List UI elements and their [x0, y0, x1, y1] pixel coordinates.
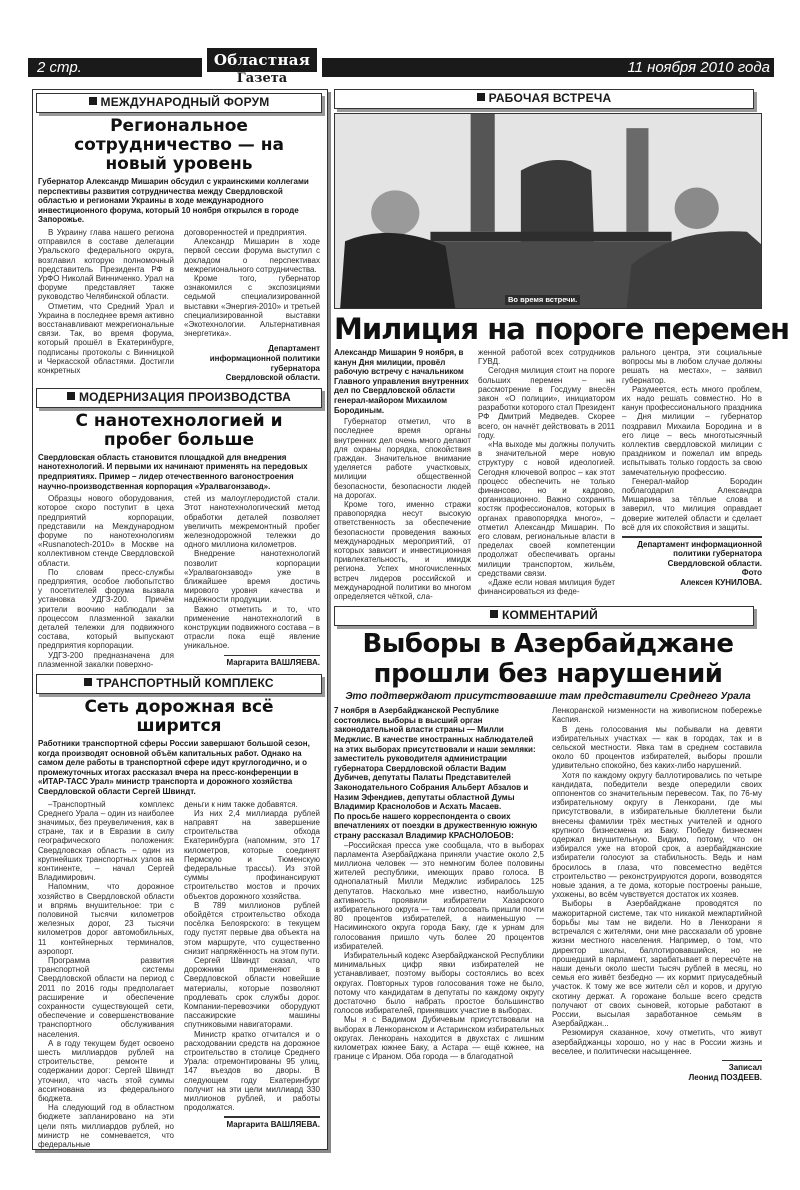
rubric-label: РАБОЧАЯ ВСТРЕЧА — [488, 91, 612, 105]
lead-paragraph: По просьбе нашего корреспондента о своих впечатлениях от поездки в дружественную южную страну рассказал Владимир КРАСНОЛОБОВ: — [334, 811, 538, 840]
paragraph: А в году текущем будет освоено шесть миллиардов рублей на строительстве, ремонте и содержании дорог: Сергей Швиндт уточнил, что часть этой суммы ассигнована из федерального бюджета. — [38, 1038, 174, 1104]
paragraph: Резюмируя сказанное, хочу отметить, что живут азербайджанцы хорошо, но у нас в России жизнь и веселее, и политически насыщеннее. — [552, 1028, 762, 1056]
paragraph: Из них 2,4 миллиарда рублей направят на завершение строительства обхода Екатеринбурга (напомним, это 17 километров, которые соединят Пермскую и Тюменскую федеральные трассы). Из этой суммы профинансируют строительство мостов и прочих объектов дорожного хозяйства. — [184, 808, 320, 901]
signature-line: информационной политики — [209, 354, 320, 363]
right-column — [334, 89, 790, 1149]
rubric-modernization — [36, 388, 322, 408]
paragraph: деньги к ним также добавятся. — [184, 799, 298, 809]
paragraph: В Украину глава нашего региона отправился в составе делегации Уральского федерального округа, возглавил которую полномочный представитель Президента РФ в УрФО Николай Винниченко. Урал на форуме представляет также руководство Челябинской области. — [38, 227, 174, 302]
militia-columns — [334, 348, 762, 601]
transport-title: Сеть дорожная всё ширится — [84, 697, 274, 737]
paragraph: Александр Мишарин в ходе первой сессии форума выступил с докладом о перспективах межрегионального сотрудничества. — [184, 237, 320, 274]
paragraph: женной работой всех сотрудников ГУВД. — [478, 348, 615, 367]
paragraph: Избирательный кодекс Азербайджанской Республики минимальных цифр явки избирателей не устанавливает, поэтому выборы состоялись во всех округах. Повторных туров голосования тоже не было, потому что кандидатам в депутаты по каждому округу достаточно было набрать простое большинство голосов избирателей, принявших участие в выборах. — [334, 950, 544, 1016]
election-title — [334, 629, 762, 689]
paragraph: Разумеется, есть много проблем, их надо решать совместно. Но в канун профессионального праздника – Дня милиции – губернатор поздравил Михаила Бородина и в его лице – весь многотысячный коллектив свердловской милиции с праздником и пожелал им впредь испытывать только гордость за свою замечательную профессию. — [622, 384, 762, 477]
signature-rule — [224, 1116, 320, 1118]
newspaper-logo — [207, 48, 317, 86]
signature-line: губернатора — [270, 363, 320, 373]
paragraph: Отметим, что Средний Урал и Украина в последнее время активно восстанавливают межрегиональные связи. Так, во время форума, который прошёл в Екатеринбурге, подписаны протоколы с Винницкой и Черкасской областями. Достигли конкретных — [38, 301, 174, 376]
signature-line: Алексея КУНИЛОВА. — [680, 577, 762, 587]
forum-col-2 — [184, 228, 320, 383]
election-col-1 — [334, 706, 544, 1082]
nano-columns — [38, 494, 320, 669]
transport-lead: Работники транспортной сферы России завершают большой сезон, когда производят основной объём капитальных работ. Однако на самом деле работы в транспортной сфере идут круглогодично, и о промежуточных итогах рассказал вчера на пресс-конференции в «ИТАР-ТАСС Урал» министр транспорта и дорожного хозяйства Свердловской области Сергей Швиндт. — [38, 739, 310, 796]
signature-line: Департамент информационной — [637, 539, 762, 549]
election-columns — [334, 706, 762, 1082]
lead-paragraph: 7 ноября в Азербайджанской Республике состоялись выборы в высший орган законодательной власти страны — Милли Меджлис. В качестве иностранных наблюдателей на этих выборах присутствовали и наши земляки: заместитель руководителя администрации губернатора Свердловской области Вадим Дубичев, депутаты Палаты Представителей Законодательного Собрания Альберт Абзалов и Назим Эфендиев, депутаты областной Думы Владимир Краснолобов и Асхать Масаев. — [334, 706, 536, 812]
paragraph: Мы я с Вадимом Дубичевым присутствовали на выборах в Ленкоранском и Астаринском избирательных округах. Ленкорань находится в двухстах с лишним километрах южнее Баку, а Астара — ещё южнее, на границе с Ираном. Оба города — в благодатной — [334, 1015, 544, 1062]
paragraph: Губернатор отметил, что в последнее время органы внутренних дел очень много делают для охраны порядка, спокойствия граждан. Значительное внимание уделяется работе участковых, милиции общественной безопасности, безопасности людей на дорогах. — [334, 417, 471, 500]
photo-illustration — [335, 114, 762, 309]
paragraph: –Транспортный комплекс Среднего Урала – один из наиболее значимых, без преувеличения, как в стране, так и в Евразии в силу географического положения: Свердловская область – один из крупнейших транспортных узлов на континенте, – начал Сергей Владимирович. — [38, 799, 174, 883]
militia-col-3 — [622, 348, 762, 601]
transport-signature — [184, 1120, 320, 1130]
rubric-forum — [36, 93, 322, 113]
square-bullet-icon — [89, 97, 97, 105]
masthead — [28, 48, 774, 88]
election-signature — [552, 1063, 762, 1082]
photo-caption: Во время встречи. — [505, 295, 580, 305]
transport-columns — [38, 800, 320, 1150]
paragraph: На следующий год в областном бюджете запланировано на эти цели пять миллиардов рублей, но министр не сомневается, что федеральные — [38, 1103, 174, 1150]
rubric-label: КОММЕНТАРИЙ — [501, 608, 598, 623]
forum-title: Региональное сотрудничество — на новый уровень — [74, 116, 284, 174]
forum-columns — [38, 228, 320, 383]
paragraph: Кроме того, губернатор ознакомился с экспозициями седьмой специализированной выставки «Энергия-2010» и третьей специализированной выставки «Экотехнологии. Альтернативная энергетика». — [184, 273, 320, 339]
signature-line: Записал — [728, 1063, 762, 1073]
paragraph: По словам пресс-службы предприятия, особое любопытство у посетителей форума вызвала установка УДГЗ-200. Причём зрители воочию наблюдали за процессом плазменной закалки деталей тележки для подвижного состава, который выпускают предприятия корпорации. — [38, 567, 174, 651]
left-column — [36, 93, 322, 1150]
rubric-label: ТРАНСПОРТНЫЙ КОМПЛЕКС — [96, 676, 274, 691]
militia-signature — [622, 540, 762, 588]
paragraph: договоренностей и предприятия. — [184, 227, 307, 237]
paragraph: рального центра, эти социальные вопросы мы в любом случае должны решать на местах», – заявил губернатор. — [622, 348, 762, 385]
nano-signature — [184, 658, 320, 668]
title-line: прошли без нарушений — [373, 659, 723, 690]
forum-lead: Губернатор Александр Мишарин обсудил с украинскими коллегами перспективы развития сотрудничества между Свердловской областью и регионами Украины в ходе международного инвестиционного форума, который 10 ноября открылся в городе Запорожье. — [38, 177, 309, 225]
paragraph: УДГЗ-200 предназначена для плазменной закалки поверхно- — [38, 650, 174, 669]
nano-col-1 — [38, 494, 174, 669]
paragraph: Образцы нового оборудования, которое скоро поступит в цеха предприятий корпорации, представили на Международном форуме по нанотехнологиям «Rusnanotech-2010» в Москве на коллективном стенде Свердловской области. — [38, 494, 174, 568]
page-number: 2 стр. — [28, 58, 202, 77]
election-col-2 — [552, 706, 762, 1082]
paragraph: Ленкоранской низменности на живописном побережье Каспия. — [552, 706, 762, 725]
signature-line: Департамент — [268, 344, 320, 354]
paragraph: Министр кратко отчитался и о расходовании средств на дорожное строительство в столице Среднего Урала: отремонтированы 95 улиц, 147 въездов во дворы. В следующем году Екатеринбург получит на эти цели миллиард 330 миллионов рублей, и работы продолжатся. — [184, 1029, 320, 1113]
militia-col-2 — [478, 348, 615, 601]
signature-line: политики губернатора — [673, 549, 762, 559]
title-line: Выборы в Азербайджане — [362, 629, 734, 660]
signature-line: Свердловской области. — [667, 558, 762, 568]
paragraph: Сегодня милиция стоит на пороге больших перемен – на рассмотрение в Госдуму внесён закон «О полиции», инициатором разработки которого стал Президент РФ Дмитрий Медведев. Скорее всего, он начнёт действовать в 2011 году. — [478, 366, 616, 440]
rubric-label: МОДЕРНИЗАЦИЯ ПРОИЗВОДСТВА — [78, 389, 292, 404]
signature-line: Свердловской области. — [225, 373, 320, 383]
rubric-working-meeting — [334, 89, 754, 109]
election-lead — [334, 706, 544, 840]
signature-rule — [722, 1060, 762, 1062]
signature-rule — [622, 536, 762, 538]
forum-signature — [184, 344, 320, 382]
nano-title: С нанотехнологией и пробег больше — [75, 410, 283, 450]
signature-rule — [224, 655, 320, 657]
paragraph: Напомним, что дорожное хозяйство в Свердловской области и впрямь внушительное: три с половиной тысячи километров железных дорог, 23 тысячи километров дорог автомобильных, 11 контейнерных терминалов, аэропорт. — [38, 882, 174, 956]
militia-title: Милиция на пороге перемен — [334, 312, 790, 346]
signature-line: Маргарита ВАШЛЯЕВА. — [226, 658, 320, 668]
square-bullet-icon — [67, 392, 75, 400]
paragraph: «На выходе мы должны получить в значительной мере новую структуру с новой идеологией. Сегодня ключевой вопрос – как этот процесс обеспечить не только финансово, но и кадрово, организационно. Важно сохранить костяк профессионалов, которых в органах правопорядка много», – отметил Александр Мишарин. По его словам, региональные власти в пределах своей компетенции продолжат обеспечивать органы милиции транспортом, жильём, средствами связи. — [478, 440, 615, 578]
square-bullet-icon — [84, 678, 92, 686]
rubric-comment — [334, 606, 754, 626]
paragraph: –Российская пресса уже сообщала, что в выборах парламента Азербайджана приняли участие около 2,5 миллиона человек — это немногим более половины жителей республики, имеющих право голоса. В однопалатный Милли Меджлис избиралось 125 депутатов. Насколько мне известно, наибольшую активность проявили избиратели Хазарского избирательного округа — там голосовать пришли почти 80 процентов избирателей, а наименьшую — Насиминского округа города Баку, где к урнам для голосования пришло чуть более 20 процентов избирателей. — [334, 840, 544, 951]
rubric-label: МЕЖДУНАРОДНЫЙ ФОРУМ — [100, 95, 270, 109]
signature-line: Леонид ПОЗДЕЕВ. — [688, 1073, 762, 1083]
signature-line: Маргарита ВАШЛЯЕВА. — [226, 1119, 320, 1129]
paragraph: «Даже если новая милиция будет финансироваться из феде- — [478, 578, 615, 597]
rubric-transport — [36, 674, 322, 694]
forum-col-1 — [38, 228, 174, 383]
militia-lead: Александр Мишарин 9 ноября, в канун Дня милиции, провёл рабочую встречу с начальником Главного управления внутренних дел по Свердловской области генерал-майором Михаилом Бородиным. — [334, 348, 469, 415]
paragraph: В 789 миллионов рублей обойдётся строительство обхода посёлка Белоярского: в текущем году пустят первые два объекта на этом маршруте, что существенно снизит напряжённость на этом пути. — [184, 900, 320, 956]
logo-bottom: Газета — [236, 71, 288, 86]
paragraph: Сергей Швиндт сказал, что дорожники применяют в Свердловской области новейшие материалы, которые позволяют продлевать срок службы дорог. Компании-перевозчики оборудуют пассажирские машины спутниковыми навигаторами. — [184, 956, 320, 1030]
election-subtitle: Это подтверждают присутствовавшие там представители Среднего Урала — [345, 691, 751, 703]
paragraph: Генерал-майор Бородин поблагодарил Александра Мишарина за тёплые слова и заверил, что милиция оправдает доверие жителей области и сделает всё для их спокойствия и защиты. — [622, 476, 762, 532]
meeting-photo — [334, 113, 762, 309]
logo-top: Областная — [207, 48, 317, 72]
militia-col-1 — [334, 348, 471, 601]
paragraph: Выборы в Азербайджане проводятся по мажоритарной системе, так что никакой межпартийной борьбы мы там не видели. Но в Ленкорани я встречался с жителями, они мне рассказали об уровне жизни местного населения. Например, о том, что директор школы, баллотировавшийся, но не прошедший в парламент, зарабатывает в пересчёте на наши деньги около шести тысяч рублей в месяц, но семья его живёт безбедно — их кормит приусадебный участок. К тому же все жители сёл и коров, и другую скотину держат. А горожане больше всего средств получают от своих сыновей, которые работают в России, высылая заработанное семьям в Азербайджан... — [552, 899, 762, 1029]
nano-lead: Свердловская область становится площадкой для внедрения нанотехнологий. И первыми их начинают применять на передовых предприятиях. Пример – лидер отечественного вагоностроения научно-производственная корпорация «Уралвагонзавод». — [38, 452, 308, 491]
paragraph: стей из малоуглеродистой стали. Этот нанотехнологический метод обработки деталей позволяет увеличить межремонтный пробег железнодорожной тележки до одного миллиона километров. — [184, 494, 320, 550]
paragraph: Внедрение нанотехнологий позволит корпорации «Уралвагонзавод» уже в ближайшее время достичь мирового уровня качества и надёжности продукции. — [184, 549, 320, 605]
paragraph: Программа развития транспортной системы Свердловской области на период с 2011 по 2016 годы предполагает расширение и обеспечение сохранности существующей сети, обеспечение и совершенствование транспортного обслуживания населения. — [38, 956, 174, 1039]
square-bullet-icon — [490, 610, 498, 618]
paragraph: Важно отметить и то, что применение нанотехнологий в конструкции подвижного состава – в отрасли пока ещё явление уникальное. — [184, 604, 320, 651]
square-bullet-icon — [477, 93, 485, 101]
paragraph: Хотя по каждому округу баллотировались по четыре кандидата, победители везде опередили своих оппонентов со значительным перевесом. Так, по 76-му избирательному округу в Ленкорани, где мы присутствовали, в избирательные бюллетени были внесены фамилии трёх местных учителей и одного крупного бизнесмена из Баку. Победу бизнесмен одержал внушительную. Видимо, потому, что он избирался уже на второй срок, а азербайджанские избиратели голосуют за стабильность. Ведь и нам бросилось в глаза, что повсеместно ведётся строительство — реконструируются дороги, возводятся новые здания, а те дома, которые построены раньше, ухожены, во всём чувствуется достаток их хозяев. — [552, 770, 762, 900]
issue-date: 11 ноября 2010 года — [322, 58, 774, 77]
paragraph: Кроме того, именно стражи правопорядка несут высокую ответственность за обеспечение безопасности проведения важных международных мероприятий, от которых зависит и инвестиционная привлекательность, и имидж региона. Успех многочисленных встреч лидеров российской и международной политики во многом определяется чёткой, сла- — [334, 499, 471, 602]
transport-col-2 — [184, 800, 320, 1150]
signature-line: Фото — [741, 568, 762, 578]
paragraph: В день голосования мы побывали на девяти избирательных участках — как в городах, так и в сельской местности. Явка там в среднем составила около 60 процентов избирателей, выборы прошли удивительно спокойно, без каких-либо нарушений. — [552, 724, 762, 771]
transport-col-1 — [38, 800, 174, 1150]
nano-col-2 — [184, 494, 320, 669]
